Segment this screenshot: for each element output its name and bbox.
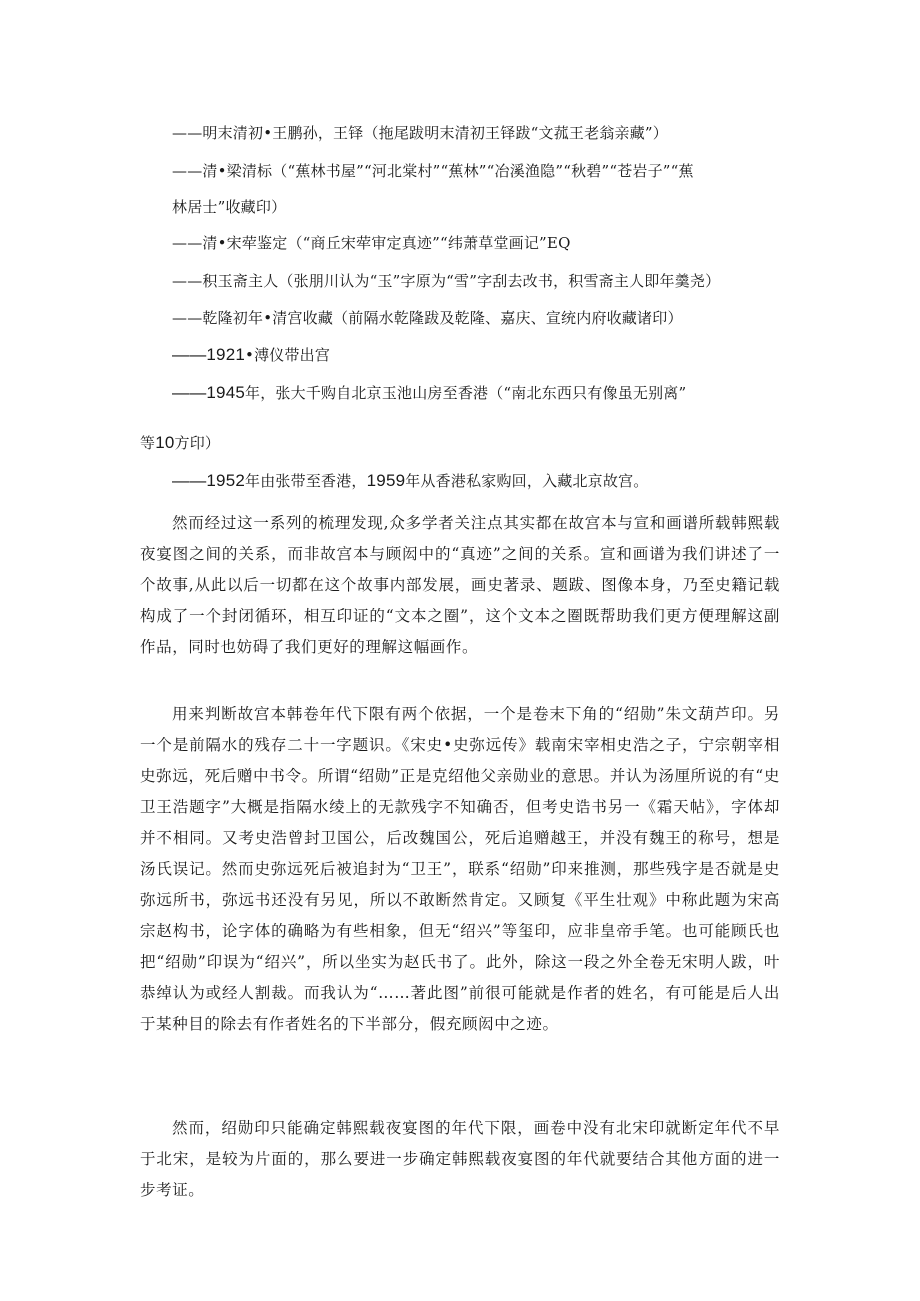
provenance-line-5: ——乾隆初年•清宫收藏（前隔水乾隆跋及乾隆、嘉庆、宣统内府收藏诸印） xyxy=(172,309,683,327)
line-9-text: 年从香港私家购回，入藏北京故宫。 xyxy=(405,472,649,490)
paragraph-3: 然而，绍勋印只能确定韩熙载夜宴图的年代下限，画卷中没有北宋印就断定年代不早于北宋，是较为片面的，那么要进一步确定韩熙载夜宴图的年代就要结合其他方面的进一步考证。 xyxy=(140,1119,780,1199)
provenance-line-6 xyxy=(172,344,330,366)
year-1921: 1921 xyxy=(206,345,246,364)
provenance-line-2a: ——清•梁清标（“蕉林书屋”“河北棠村”“蕉林”“冶溪渔隐”“秋碧”“苍岩子”“蕉 xyxy=(172,162,694,180)
line-8-prefix: 等 xyxy=(140,434,156,452)
dash: —— xyxy=(172,471,207,490)
provenance-line-8 xyxy=(140,432,220,454)
line-7-text: 年，张大千购自北京玉池山房至香港（“南北东西只有像虽无别离” xyxy=(245,384,687,402)
line-8-text: 方印） xyxy=(174,434,221,452)
dash: —— xyxy=(172,383,207,402)
paragraph-1: 然而经过这一系列的梳理发现,众多学者关注点其实都在故宫本与宣和画谱所载韩熙载夜宴图之间的关系，而非故宫本与顾闳中的“真迹”之间的关系。宣和画谱为我们讲述了一个故事,从此以后一切都在这个故事内部发展，画史著录、题跋、图像本身，乃至史籍记载构成了一个封闭循环，相互印证的“文本之圈”，这个文本之圈既帮助我们更方便理解这副作品，同时也妨碍了我们更好的理解这幅画作。 xyxy=(140,514,780,656)
count-10: 10 xyxy=(155,433,175,452)
provenance-line-3: ——清•宋荦鉴定（“商丘宋荦审定真迹”“纬萧草堂画记”EQ xyxy=(172,234,571,252)
provenance-line-7 xyxy=(172,382,686,404)
dash: —— xyxy=(172,345,207,364)
paragraph-2: 用来判断故宫本韩卷年代下限有两个依据，一个是卷末下角的“绍勋”朱文葫芦印。另一个是前隔水的残存二十一字题识。《宋史•史弥远传》载南宋宰相史浩之子，宁宗朝宰相史弥远，死后赠中书令。所谓“绍勋”正是克绍他父亲勋业的意思。并认为汤厘所说的有“史卫王浩题字”大概是指隔水绫上的无款残字不知确否，但考史诰书另一《霜天帖》，字体却并不相同。又考史浩曾封卫国公，后改魏国公，死后追赠越王，并没有魏王的称号，想是汤氏误记。然而史弥远死后被追封为“卫王”，联系“绍勋”印来推测，那些残字是否就是史弥远所书，弥远书还没有另见，所以不敢断然肯定。又顾复《平生壮观》中称此题为宋高宗赵构书，论字体的确略为有些相象，但无“绍兴”等玺印，应非皇帝手笔。也可能顾氏也把“绍勋”印误为“绍兴”，所以坐实为赵氏书了。此外，除这一段之外全卷无宋明人跋，叶恭绰认为或经人割裁。而我认为“……著此图”前很可能就是作者的姓名，有可能是后人出于某种目的除去有作者姓名的下半部分，假充顾闳中之迹。 xyxy=(140,705,780,1033)
provenance-line-2b: 林居士”收藏印） xyxy=(172,198,287,216)
year-1959: 1959 xyxy=(366,471,406,490)
year-1952: 1952 xyxy=(206,471,246,490)
year-1945: 1945 xyxy=(206,383,246,402)
line-6-text: •溥仪带出宫 xyxy=(245,346,331,364)
provenance-line-1: ——明末清初•王鹏孙，王铎（拖尾跋明末清初王铎跋“文菰王老翁亲藏”） xyxy=(172,124,668,142)
provenance-line-4: ——积玉斋主人（张朋川认为“玉”字原为“雪”字刮去改书，积雪斋主人即年羹尧） xyxy=(172,272,721,290)
line-9-mid: 年由张带至香港， xyxy=(245,472,367,490)
provenance-line-9 xyxy=(172,470,648,492)
